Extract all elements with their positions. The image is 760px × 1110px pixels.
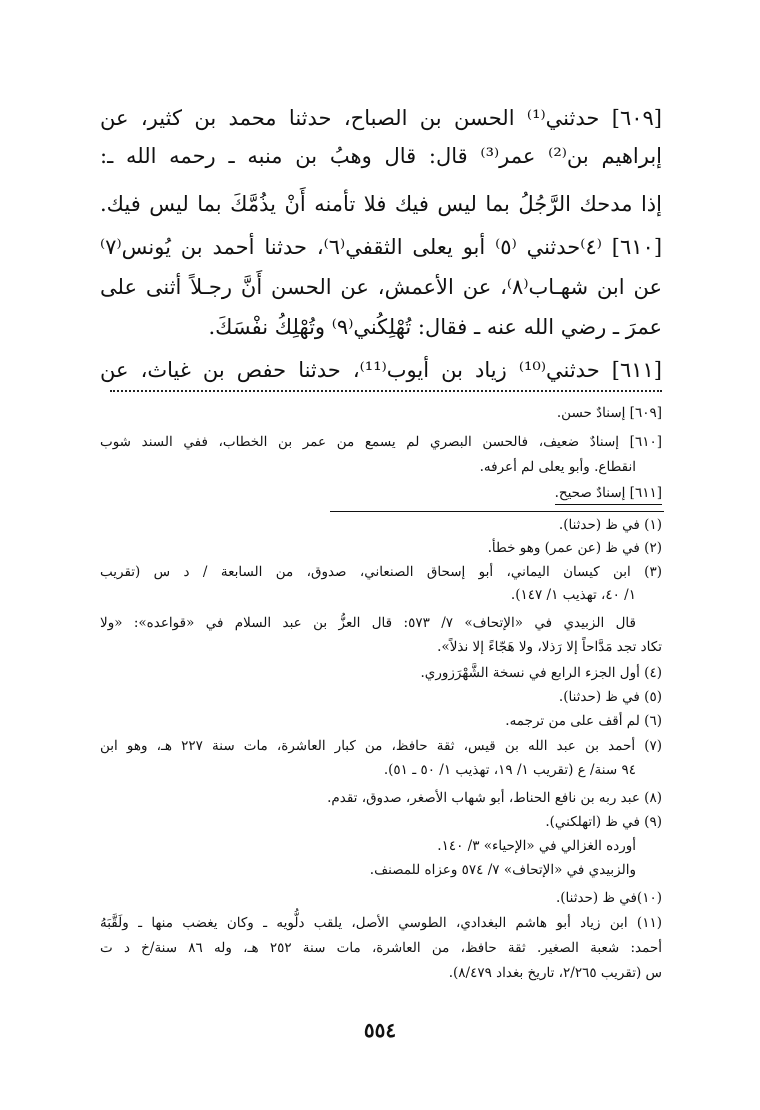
footnote-7: (٧) أحمد بن عبد الله بن قيس، ثقة حافظ، من كبار العاشرة، مات سنة ٢٢٧ هـ، وهو ابن [100, 738, 663, 754]
takhrij-line-3: انقطاع. وأبو يعلى لم أعرفه. [479, 459, 636, 475]
dotted-separator [110, 386, 662, 392]
footnote-11-cont-2: س (تقريب ٢/٢٦٥، تاريخ بغداد ٨/٤٧٩). [448, 965, 662, 981]
footnote-3: (٣) ابن كيسان اليماني، أبو إسحاق الصنعاني، صدوق، من السابعة / د س (تقريب [100, 564, 662, 580]
footnote-11: (١١) ابن زياد أبو هاشم البغدادي، الطوسي الأصل، يلقب دلُّويه ـ وكان يغضب منها ـ ولَقَّبَهُ [100, 915, 662, 931]
footnote-3-quote-2: تكاد تجد مَدَّاحاً إلا رَذلا، ولا هَجّاءً إلا نذلاً». [437, 639, 662, 655]
footnote-3-quote-1: قال الزبيدي في «الإتحاف» ٧/ ٥٧٣: قال العزُّ بن عبد السلام في «قواعده»: «ولا [100, 615, 637, 631]
footnote-8: (٨) عبد ربه بن نافع الحناط، أبو شهاب الأصغر، صدوق، تقدم. [327, 790, 662, 806]
takhrij-line-2: [٦١٠] إسنادٌ ضعيف، فالحسن البصري لم يسمع من عمر بن الخطاب، ففي السند شوب [100, 434, 662, 450]
footnote-9: (٩) في ظ (اتهلكني). [545, 814, 662, 830]
takhrij-line-4-text: [٦١١] إسنادٌ صحيح. [555, 483, 662, 505]
footnote-3-cont: ١/ ٤٠، تهذيب ١/ ١٤٧). [510, 587, 636, 603]
footnote-5: (٥) في ظ (حدثنا). [558, 689, 662, 705]
footnote-9-zabidi: والزبيدي في «الإتحاف» ٧/ ٥٧٤ وعزاه للمصنف. [369, 862, 636, 878]
footnote-1: (١) في ظ (حدثنا). [558, 517, 662, 533]
main-line-2: إبراهيم بن⁽²⁾ عمر⁽³⁾ قال: قال وهبُ بن منبه ـ رحمه الله ـ: [100, 144, 662, 168]
footnote-4: (٤) أول الجزء الرابع في نسخة الشَّهْرَزوري. [420, 665, 662, 681]
main-line-7: [٦١١] حدثني⁽¹⁰⁾ زياد بن أيوب⁽¹¹⁾، حدثنا حفص بن غياث، عن [100, 358, 662, 382]
takhrij-line-4 [100, 483, 662, 505]
footnote-rule [330, 511, 664, 512]
main-line-3: إذا مدحك الرَّجُلُ بما ليس فيك فلا تأمنه أَنْ يذُمَّكَ بما ليس فيك. [100, 192, 662, 216]
takhrij-line-1: [٦٠٩] إسنادٌ حسن. [556, 405, 662, 421]
footnote-10: (١٠)في ظ (حدثنا). [555, 890, 662, 906]
main-line-1: [٦٠٩] حدثني⁽¹⁾ الحسن بن الصباح، حدثنا محمد بن كثير، عن [100, 106, 662, 130]
page-number: ٥٥٤ [363, 1018, 397, 1042]
main-line-5: عن ابن شهـاب⁽٨⁾، عن الأعمش، عن الحسن أَنَّ رجـلاً أثنى على [100, 275, 662, 299]
main-line-6: عمرَ ـ رضي الله عنه ـ فقال: تُهْلِكُني⁽٩⁾ وتُهْلِكُ نفْسَكَ. [208, 315, 662, 339]
footnote-2: (٢) في ظ (عن عمر) وهو خطأ. [487, 540, 662, 556]
footnote-9-ghazali: أورده الغزالي في «الإحياء» ٣/ ١٤٠. [437, 838, 636, 854]
footnote-7-cont: ٩٤ سنة/ ع (تقريب ١/ ١٩، تهذيب ١/ ٥٠ ـ ٥١). [383, 762, 636, 778]
main-line-4: [٦١٠] ⁽٤⁾حدثني ⁽٥⁾ أبو يعلى الثقفي⁽٦⁾، حدثنا أحمد بن يُونس⁽٧⁾ [100, 235, 663, 259]
footnote-11-cont-1: أحمد: شعبة الصغير. ثقة حافظ، من العاشرة، مات سنة ٢٥٢ هـ، وله ٨٦ سنة/خ د ت [100, 940, 662, 956]
footnote-6: (٦) لم أقف على من ترجمه. [505, 713, 662, 729]
